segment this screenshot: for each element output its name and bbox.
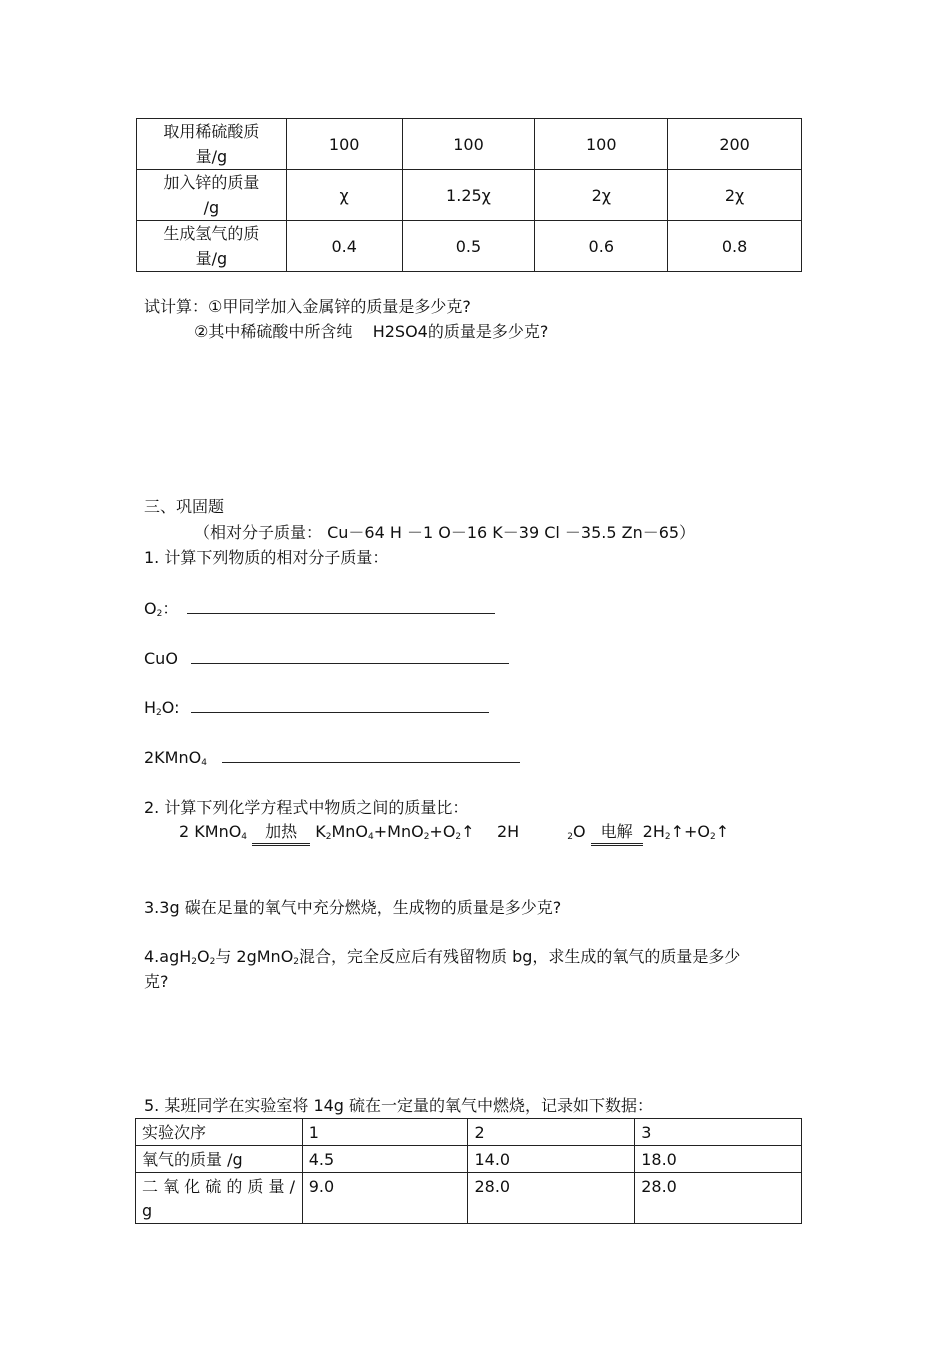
answer-blank[interactable] — [191, 698, 489, 713]
table-cell: 28.0 — [468, 1173, 635, 1224]
table-cell: 100 — [286, 119, 402, 170]
table-cell: 100 — [535, 119, 668, 170]
q2-title: 2. 计算下列化学方程式中物质之间的质量比： — [144, 798, 469, 817]
q4-line-1: $4.agH_2O_2$与 2gMnO$_2$混合，完全反应后有残留物质 bg，求生成的氧气的质量是多少 — [144, 947, 741, 967]
sulfur-combustion-table — [135, 1118, 802, 1224]
table-row — [136, 1119, 802, 1146]
table-cell: 200 — [668, 119, 802, 170]
relative-masses: （相对分子质量： Cu－64 H －1 O－16 K－39 Cl －35.5 Zn－65） — [194, 523, 696, 542]
table-cell: 二 氧 化 硫 的 质 量 /g — [136, 1173, 303, 1224]
row-label: 加入锌的质量 /g — [137, 170, 287, 221]
table-row — [136, 1146, 802, 1173]
calc-question-line-2: ②其中稀硫酸中所含纯 H2SO4的质量是多少克? — [194, 322, 549, 341]
table-cell: 2 — [468, 1119, 635, 1146]
table-cell: 18.0 — [635, 1146, 802, 1173]
table-cell: 0.4 — [286, 221, 402, 272]
table-cell: 0.5 — [402, 221, 535, 272]
calc-question-line-1: 试计算：①甲同学加入金属锌的质量是多少克? — [144, 297, 471, 316]
table-cell: 3 — [635, 1119, 802, 1146]
q3: 3.3g 碳在足量的氧气中充分燃烧，生成物的质量是多少克? — [144, 898, 562, 917]
equation-water: 2H $_2$O 电解 $2H_2↑+O_2↑$ — [497, 821, 729, 848]
q1-item-o2: $O_2$： — [144, 598, 495, 625]
row-label: 取用稀硫酸质 量/g — [137, 119, 287, 170]
answer-blank[interactable] — [187, 599, 495, 614]
q1-item-h2o: $H_2O$: — [144, 697, 489, 724]
table-row — [137, 119, 802, 170]
table-cell: 2χ — [668, 170, 802, 221]
table-cell: 4.5 — [302, 1146, 468, 1173]
q1-title: 1. 计算下列物质的相对分子质量： — [144, 548, 389, 567]
table-row — [137, 221, 802, 272]
table-cell: 1.25χ — [402, 170, 535, 221]
table-cell: χ — [286, 170, 402, 221]
answer-blank[interactable] — [222, 748, 520, 763]
table-cell: 氧气的质量 /g — [136, 1146, 303, 1173]
q1-item-cuo: CuO — [144, 648, 509, 670]
table-cell: 100 — [402, 119, 535, 170]
table-cell: 0.8 — [668, 221, 802, 272]
condition-heat: 加热 — [252, 821, 310, 846]
table-cell: 2χ — [535, 170, 668, 221]
table-cell: 9.0 — [302, 1173, 468, 1224]
equation-kmno4: 2 KMnO$_4$ 加热 $K_2MnO_4+MnO_2+O_2↑$ — [179, 821, 475, 848]
q4-line-2: 克? — [144, 972, 169, 991]
q1-item-kmno4: 2KMnO$_4$ — [144, 747, 520, 774]
answer-blank[interactable] — [191, 649, 509, 664]
table-cell: 14.0 — [468, 1146, 635, 1173]
table-row — [137, 170, 802, 221]
condition-electrolysis: 电解 — [591, 821, 643, 846]
table-cell: 0.6 — [535, 221, 668, 272]
table-cell: 28.0 — [635, 1173, 802, 1224]
section-title: 三、巩固题 — [144, 497, 225, 516]
table-row — [136, 1173, 802, 1224]
table-cell: 实验次序 — [136, 1119, 303, 1146]
q5: 5. 某班同学在实验室将 14g 硫在一定量的氧气中燃烧，记录如下数据： — [144, 1096, 654, 1115]
zinc-acid-data-table — [136, 118, 802, 272]
row-label: 生成氢气的质 量/g — [137, 221, 287, 272]
table-cell: 1 — [302, 1119, 468, 1146]
